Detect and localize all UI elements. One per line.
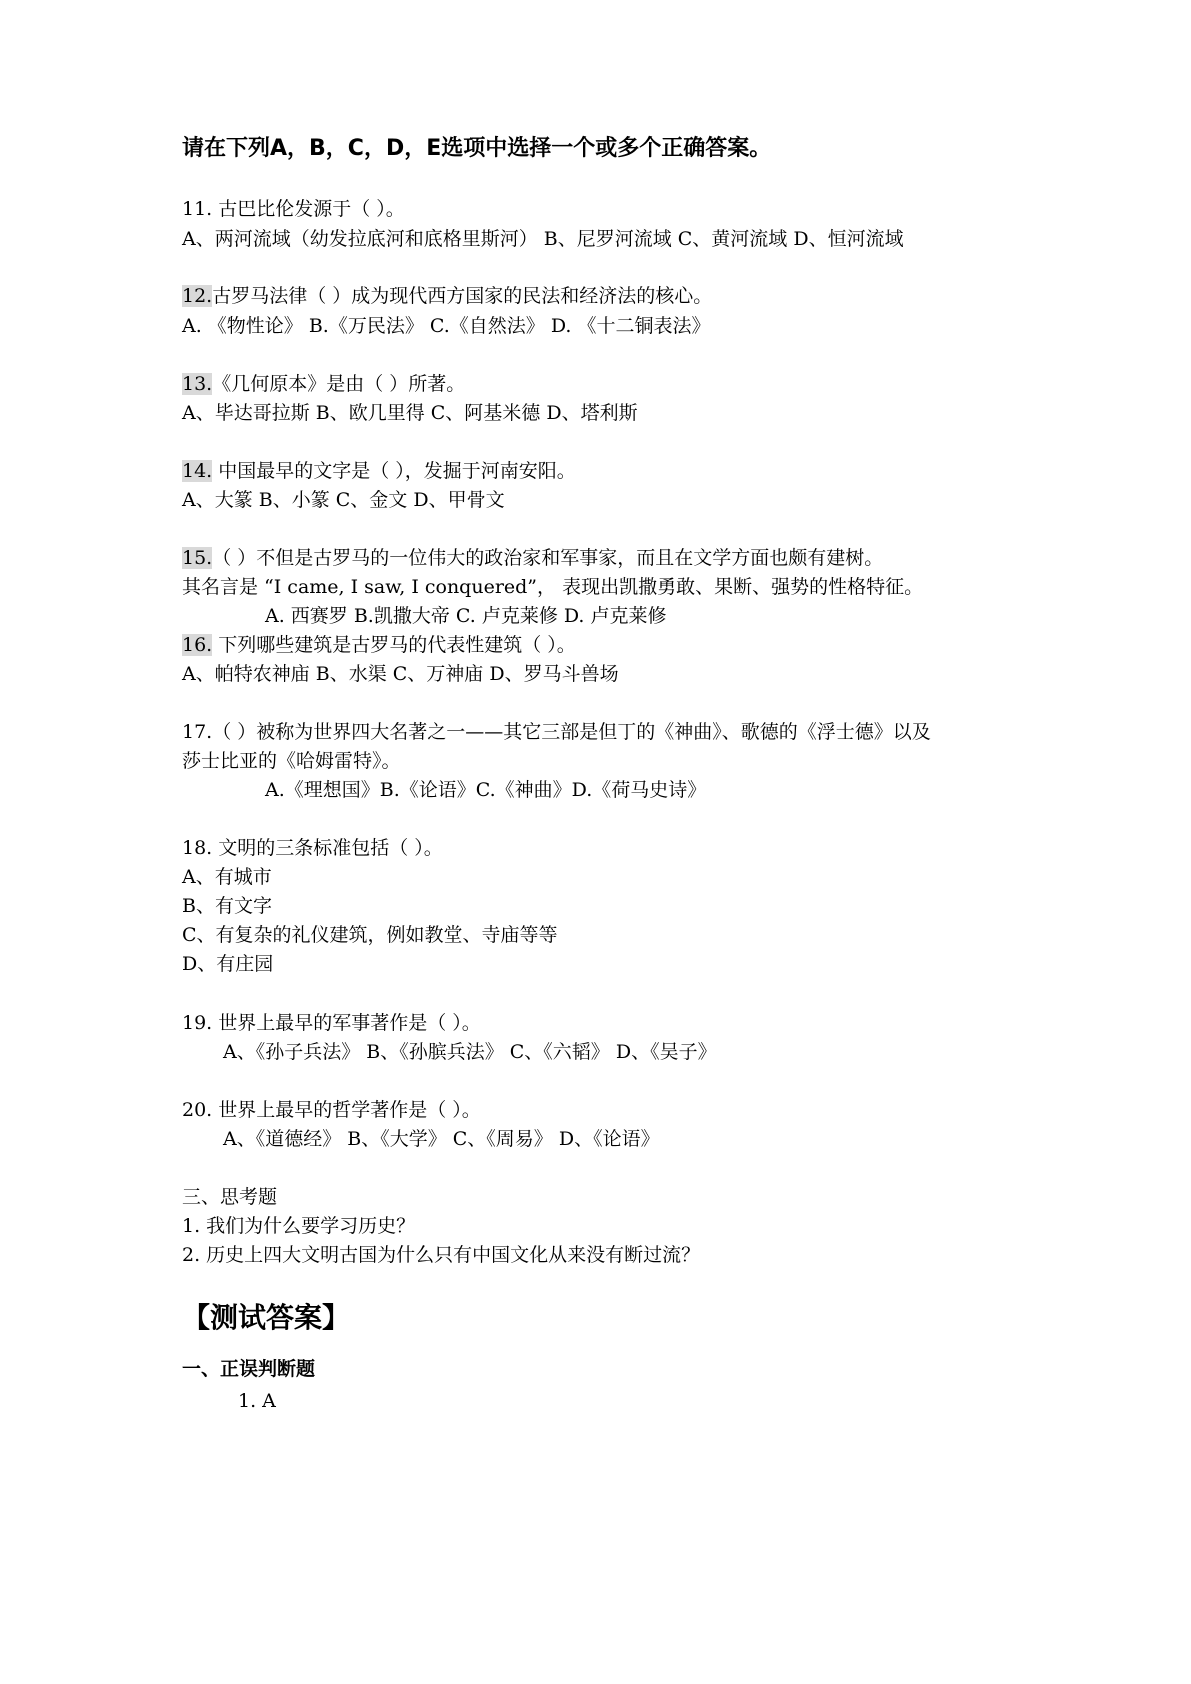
question-13-stem — [182, 371, 465, 397]
question-13-options: A、毕达哥拉斯 B、欧几里得 C、阿基米德 D、塔利斯 — [182, 402, 638, 424]
question-text: 古罗马法律（ ）成为现代西方国家的民法和经济法的核心。 — [212, 285, 713, 307]
answers-section-title: 一、正误判断题 — [182, 1358, 316, 1380]
question-18-stem — [182, 835, 443, 861]
question-17-stem-continued: 莎士比亚的《哈姆雷特》。 — [182, 750, 401, 772]
answers-heading: 【测试答案】 — [182, 1301, 351, 1334]
question-18-option-b: B、有文字 — [182, 895, 272, 917]
question-text: 世界上最早的军事著作是（ ）。 — [218, 1012, 481, 1034]
question-text: 文明的三条标准包括（ ）。 — [218, 837, 443, 859]
thinking-question-1: 1. 我们为什么要学习历史？ — [182, 1215, 416, 1237]
thinking-question-2: 2. 历史上四大文明古国为什么只有中国文化从来没有断过流？ — [182, 1244, 701, 1266]
question-15-stem — [182, 545, 883, 571]
question-text: 中国最早的文字是（ ），发掘于河南安阳。 — [212, 460, 576, 482]
question-19-options: A、《孙子兵法》 B、《孙膑兵法》 C、《六韬》 D、《吴子》 — [223, 1041, 717, 1063]
question-16-options: A、帕特农神庙 B、水渠 C、万神庙 D、罗马斗兽场 — [182, 663, 619, 685]
question-20-options: A、《道德经》 B、《大学》 C、《周易》 D、《论语》 — [223, 1128, 660, 1150]
question-11-stem — [182, 196, 405, 222]
question-number: 19. — [182, 1012, 213, 1034]
question-text: （ ）被称为世界四大名著之一——其它三部是但丁的《神曲》、歌德的《浮士德》以及 — [212, 721, 931, 743]
question-number: 14. — [182, 460, 213, 482]
question-18-option-d: D、有庄园 — [182, 953, 274, 975]
question-number: 15. — [182, 547, 213, 569]
question-12-options: A. 《物性论》 B.《万民法》 C.《自然法》 D. 《十二铜表法》 — [182, 315, 711, 337]
question-18-option-a: A、有城市 — [182, 866, 272, 888]
question-text: （ ）不但是古罗马的一位伟大的政治家和军事家，而且在文学方面也颇有建树。 — [212, 547, 884, 569]
question-number: 17. — [182, 721, 213, 743]
question-text: 世界上最早的哲学著作是（ ）。 — [218, 1099, 481, 1121]
question-text: 古巴比伦发源于（ ）。 — [218, 198, 405, 220]
question-14-options: A、大篆 B、小篆 C、金文 D、甲骨文 — [182, 489, 505, 511]
question-15-options: A. 西赛罗 B.凯撒大帝 C. 卢克莱修 D. 卢克莱修 — [265, 605, 667, 627]
question-number: 18. — [182, 837, 213, 859]
question-number: 12. — [182, 285, 213, 307]
question-text: 《几何原本》是由（ ）所著。 — [212, 373, 466, 395]
question-number: 13. — [182, 373, 213, 395]
question-number: 16. — [182, 634, 213, 656]
question-16-stem — [182, 632, 576, 658]
thinking-section-title: 三、思考题 — [182, 1186, 278, 1208]
instruction-heading: 请在下列A，B，C，D，E选项中选择一个或多个正确答案。 — [182, 136, 772, 161]
question-11-options: A、两河流域（幼发拉底河和底格里斯河） B、尼罗河流域 C、黄河流域 D、恒河流域 — [182, 228, 904, 250]
question-17-stem — [182, 719, 931, 745]
question-15-stem-continued: 其名言是 “I came, I saw, I conquered”， 表现出凯撒勇敢、果断、强势的性格特征。 — [182, 576, 924, 598]
question-number: 20. — [182, 1099, 213, 1121]
question-text: 下列哪些建筑是古罗马的代表性建筑（ ）。 — [212, 634, 576, 656]
answer-item-1: 1. A — [238, 1390, 276, 1412]
question-17-options: A.《理想国》B.《论语》C.《神曲》D.《荷马史诗》 — [265, 779, 707, 801]
question-18-option-c: C、有复杂的礼仪建筑，例如教堂、寺庙等等 — [182, 924, 558, 946]
question-number: 11. — [182, 198, 213, 220]
question-12-stem — [182, 283, 712, 309]
question-20-stem — [182, 1097, 481, 1123]
question-19-stem — [182, 1010, 481, 1036]
question-14-stem — [182, 458, 576, 484]
